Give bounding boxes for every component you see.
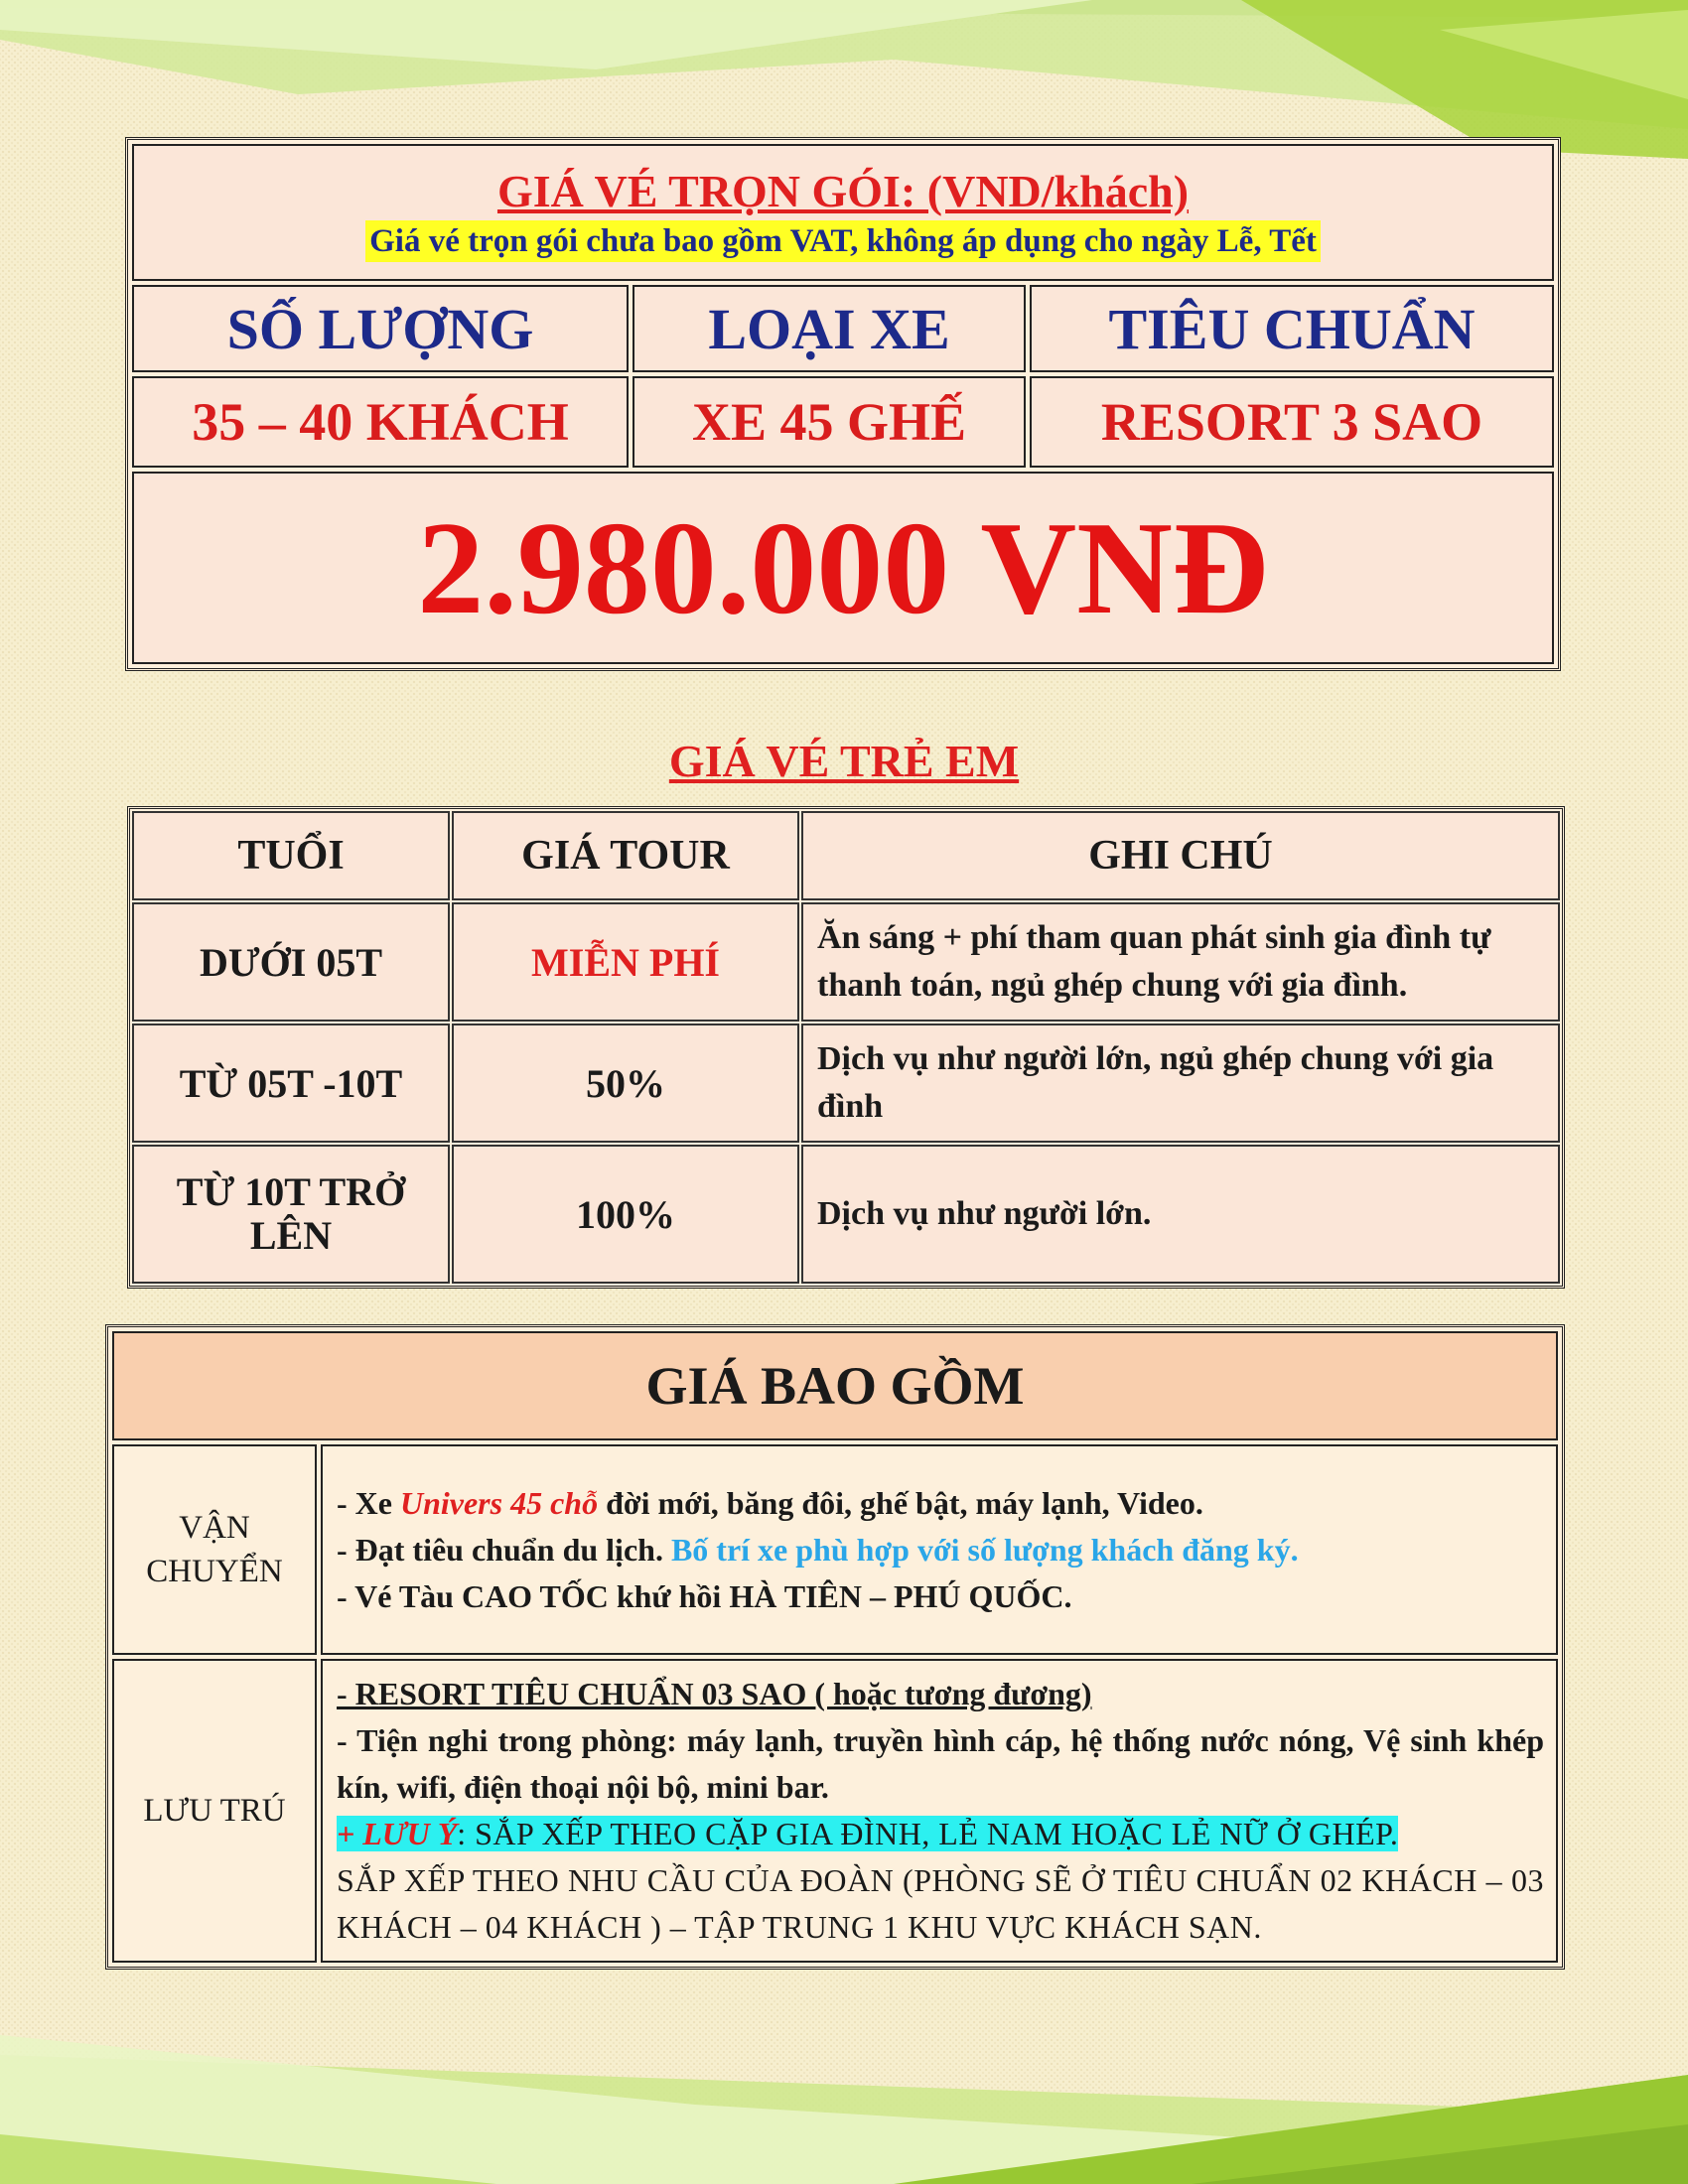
package-price: 2.980.000 VNĐ	[132, 472, 1554, 664]
stay-line-1: - RESORT TIÊU CHUẨN 03 SAO ( hoặc tương đương)	[337, 1676, 1092, 1711]
age-cell: TỪ 10T TRỞ LÊN	[132, 1145, 450, 1284]
price-cell: 100%	[452, 1145, 799, 1284]
package-price-table	[125, 137, 1561, 671]
note-prefix: + LƯU Ý	[337, 1816, 458, 1851]
package-header-cell	[132, 144, 1554, 281]
transport-line-2: - Đạt tiêu chuẩn du lịch. Bố trí xe phù hợp với số lượng khách đăng ký.	[337, 1531, 1299, 1568]
transport-line-3: - Vé Tàu CAO TỐC khứ hồi HÀ TIÊN – PHÚ QUỐC.	[337, 1577, 1072, 1614]
age-cell: TỪ 05T -10T	[132, 1024, 450, 1143]
stay-note	[337, 1811, 1544, 1857]
transport-highlight: Bố trí xe phù hợp với số lượng khách đăng ký.	[670, 1531, 1299, 1568]
bottom-green-decoration	[0, 2015, 1688, 2184]
package-title: GIÁ VÉ TRỌN GÓI: (VND/khách)	[496, 166, 1190, 216]
value-standard: RESORT 3 SAO	[1030, 376, 1554, 468]
value-vehicle: XE 45 GHẾ	[633, 376, 1026, 468]
children-price-table	[127, 806, 1565, 1289]
vehicle-model: Univers 45 chỗ	[399, 1484, 599, 1521]
price-cell: MIỄN PHÍ	[452, 902, 799, 1022]
transport-details	[321, 1444, 1558, 1655]
header-age: TUỔI	[132, 811, 450, 900]
header-quantity: SỐ LƯỢNG	[132, 285, 629, 372]
stay-label: LƯU TRÚ	[112, 1659, 317, 1963]
header-standard: TIÊU CHUẨN	[1030, 285, 1554, 372]
includes-table	[105, 1324, 1565, 1970]
note-cell: Dịch vụ như người lớn.	[801, 1145, 1560, 1284]
stay-details	[321, 1659, 1558, 1963]
transport-line-1: - Xe Univers 45 chỗ đời mới, băng đôi, ghế bật, máy lạnh, Video.	[337, 1484, 1203, 1521]
note-cell: Ăn sáng + phí tham quan phát sinh gia đình tự thanh toán, ngủ ghép chung với gia đình.	[801, 902, 1560, 1022]
header-vehicle: LOẠI XE	[633, 285, 1026, 372]
table-row	[132, 902, 1560, 1022]
transport-label: VẬN CHUYỂN	[112, 1444, 317, 1655]
price-cell: 50%	[452, 1024, 799, 1143]
table-row	[132, 1145, 1560, 1284]
table-row	[132, 1024, 1560, 1143]
note-cell: Dịch vụ như người lớn, ngủ ghép chung với gia đình	[801, 1024, 1560, 1143]
children-price-title: GIÁ VÉ TRẺ EM	[668, 736, 1020, 786]
header-note: GHI CHÚ	[801, 811, 1560, 900]
includes-title: GIÁ BAO GỒM	[112, 1331, 1558, 1440]
note-text: : SẮP XẾP THEO CẶP GIA ĐÌNH, LẺ NAM HOẶC LẺ NỮ Ở GHÉP.	[457, 1816, 1399, 1851]
header-tour-price: GIÁ TOUR	[452, 811, 799, 900]
age-cell: DƯỚI 05T	[132, 902, 450, 1022]
stay-line-2: - Tiện nghi trong phòng: máy lạnh, truyền hình cáp, hệ thống nước nóng, Vệ sinh khép kín, wifi, điện thoại nội bộ, mini bar.	[337, 1722, 1544, 1805]
package-note: Giá vé trọn gói chưa bao gồm VAT, không áp dụng cho ngày Lễ, Tết	[365, 220, 1321, 262]
value-quantity: 35 – 40 KHÁCH	[132, 376, 629, 468]
stay-line-4: SẮP XẾP THEO NHU CẦU CỦA ĐOÀN (PHÒNG SẼ Ở TIÊU CHUẨN 02 KHÁCH – 03 KHÁCH – 04 KHÁCH ) – TẬP TRUNG 1 KHU VỰC KHÁCH SẠN.	[337, 1862, 1544, 1945]
